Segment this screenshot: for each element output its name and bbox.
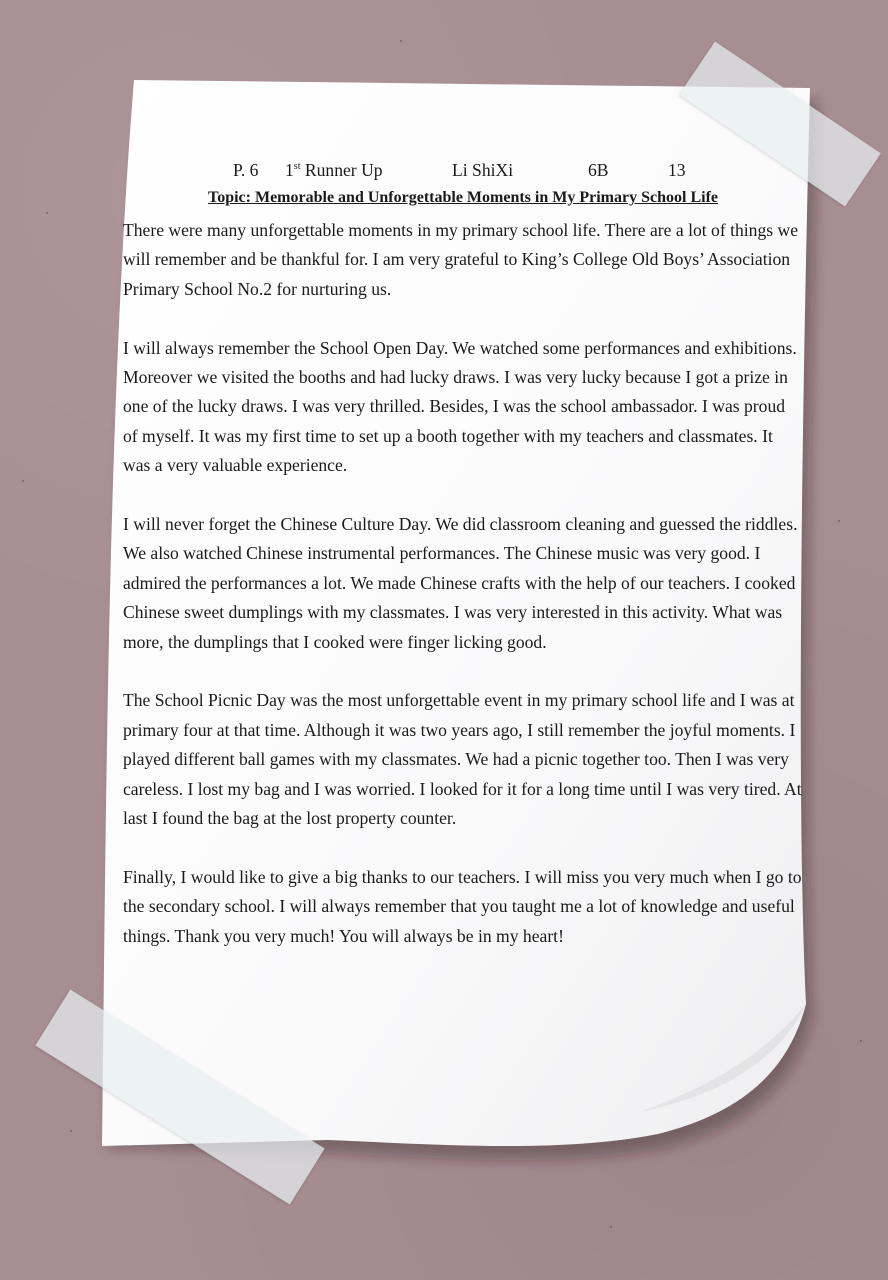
paragraph-picnic-day: The School Picnic Day was the most unforgettable event in my primary school life and I was at primary four at that time. Although it was two years ago, I still remember the joyful moments. I played different ball games with my classmates. We had a picnic together too. Then I was very careless. I lost my bag and I was worried. I looked for it for a long time until I was very tired. At last I found the bag at the lost property counter. [123,690,802,829]
grade-level: P. 6 [233,160,259,180]
award-text: Runner Up [304,160,383,180]
paragraph-culture-day: I will never forget the Chinese Culture Day. We did classroom cleaning and guessed the riddles. We also watched Chinese instrumental performances. The Chinese music was very good. I admired the performances a lot. We made Chinese crafts with the help of our teachers. I cooked Chinese sweet dumplings with my classmates. I was very interested in this activity. What was more, the dumplings that I cooked were finger licking good. [123,514,798,652]
student-name: Li ShiXi [452,160,514,180]
paragraph-open-day: I will always remember the School Open Day. We watched some performances and exhibitions. Moreover we visited the booths and had lucky draws. I was very lucky because I got a prize in one of the lucky draws. I was very thrilled. Besides, I was the school ambassador. I was proud of myself. It was my first time to set up a booth together with my teachers and classmates. It was a very valuable experience. [123,337,797,476]
paragraph-intro: There were many unforgettable moments in my primary school life. There are a lot of things we will remember and be thankful for. I am very grateful to King’s College Old Boys’ Association Primary School No.2 for nurturing us. [123,220,799,299]
student-class-number: 13 [668,160,686,180]
student-class: 6B [588,160,609,180]
entry-heading [123,156,803,184]
award [285,156,383,185]
essay-topic: Topic: Memorable and Unforgettable Moments in My Primary School Life [207,189,718,206]
award-suffix: st [293,161,301,172]
essay-body [123,216,803,980]
paragraph-conclusion: Finally, I would like to give a big thanks to our teachers. I will miss you very much when I go to the secondary school. I will always remember that you taught me a lot of knowledge and useful things. Thank you very much! You will always be in my heart! [123,866,802,946]
award-rank: 1 [285,160,294,180]
